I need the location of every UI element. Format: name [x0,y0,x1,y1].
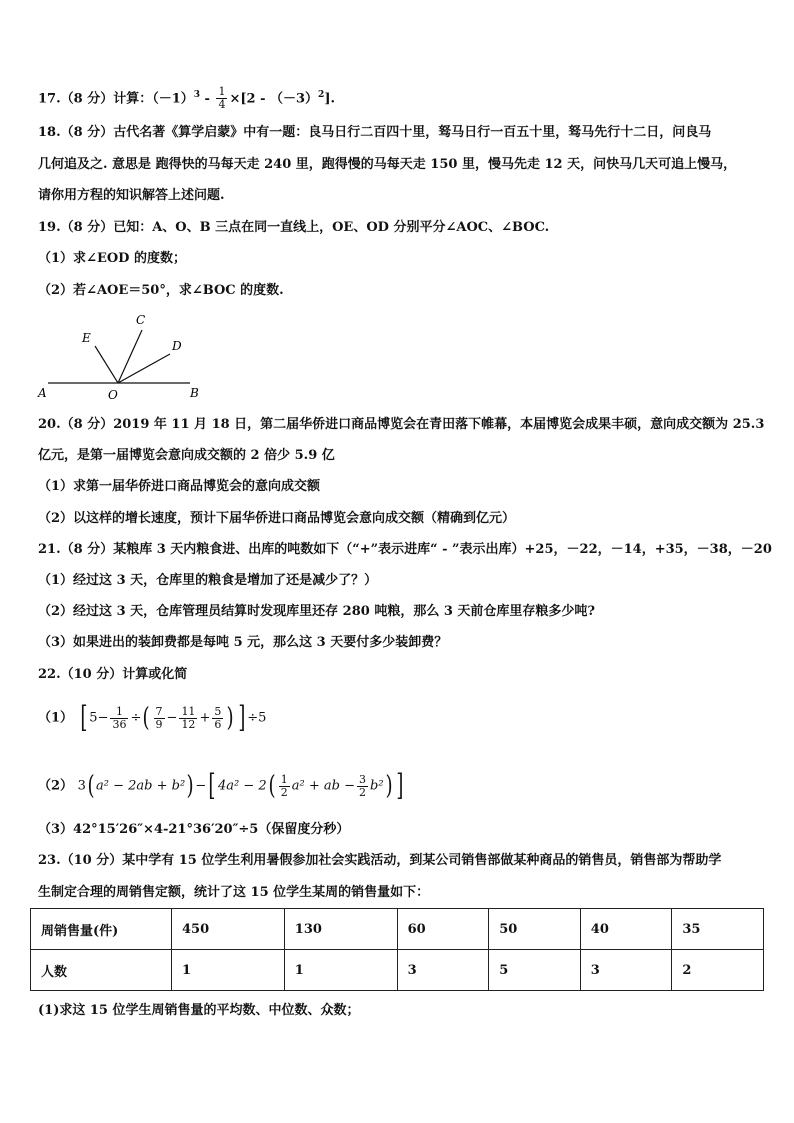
question-18-line1: 18.（8 分）古代名著《算学启蒙》中有一题：良马日行二百四十里，驽马日行一百五十里，驽马先行十二日，问良马 [38,125,712,140]
question-17 [38,86,335,111]
question-22-part2 [38,770,405,802]
q22-p1-frac1-den: 36 [112,717,127,731]
question-23-line2: 生制定合理的周销售定额，统计了这 15 位学生某周的销售量如下： [38,885,430,900]
q22-p1-frac3 [179,706,197,731]
question-23-line1: 23.（10 分）某中学有 15 位学生利用暑假参加社会实践活动，到某公司销售部做某种商品的销售员，销售部为帮助学 [38,853,722,868]
question-22-title: 22.（10 分）计算或化简 [38,667,188,682]
left-square-bracket: [ [208,768,216,803]
left-paren: ( [268,771,276,801]
question-20-part1: （1）求第一届华侨进口商品博览会的意向成交额 [38,479,321,494]
q22-p1-div: ÷ [130,710,142,726]
table-cell: 5 [489,950,581,991]
question-18-line3: 请你用方程的知识解答上述问题. [38,188,225,203]
q22-p1-minus: − [166,710,178,726]
question-19-part2: （2）若∠AOE＝50°，求∠BOC 的度数. [38,283,284,298]
q22-p2-label: （2） [38,778,74,794]
question-19-line1: 19.（8 分）已知：A、O、B 三点在同一直线上，OE、OD 分别平分∠AOC、∠BOC. [38,220,550,235]
angle-figure [30,308,220,404]
q22-p2-three-halves-den: 2 [359,785,366,799]
left-paren: ( [87,771,95,801]
question-21-part1: （1）经过这 3 天，仓库里的粮食是增加了还是减少了？） [38,573,378,588]
q22-p1-label: （1） [38,710,74,726]
q22-p2-mid: a² + ab − [291,778,355,794]
table-cell: 50 [489,909,581,950]
table-cell: 3 [397,950,489,991]
table-cell: 35 [672,909,764,950]
table-header-sales: 周销售量(件) [31,909,172,950]
question-22-part1 [38,702,266,734]
table-row [31,950,764,991]
question-22-part3: （3）42°15′26″×4-21°36′20″÷5（保留度分秒） [38,822,350,837]
table-cell: 40 [580,909,672,950]
q22-p1-frac4-num: 5 [214,704,222,718]
q22-p2-three-halves-num: 3 [359,772,366,786]
question-20-line2: 亿元，是第一届博览会意向成交额的 2 倍少 5.9 亿 [38,448,335,463]
q22-p2-three-halves [357,774,368,799]
q22-p2-b: 4a² − 2 [217,778,267,794]
q22-p1-frac1-num: 1 [110,706,128,719]
q22-p1-frac3-den: 12 [181,717,196,731]
table-cell: 3 [580,950,672,991]
q22-p1-frac4-den: 6 [214,717,222,731]
question-18-line2: 几何追及之. 意思是 跑得快的马每天走 240 里，跑得慢的马每天走 150 里，慢马先走 12 天，问快马几天可追上慢马， [38,157,737,172]
table-cell: 60 [397,909,489,950]
q22-p2-minus: − [195,778,207,794]
q17-fraction [216,86,227,111]
q22-p2-half-num: 1 [280,772,288,786]
right-paren: ) [226,703,234,733]
q22-p2-inner1: a² − 2ab + b² [96,778,186,794]
question-21-part2: （2）经过这 3 天，仓库管理员结算时发现库里还存 280 吨粮，那么 3 天前仓库里存粮多少吨? [38,604,596,619]
sales-table [30,908,764,991]
label-d: D [172,339,182,353]
ray-od [118,354,170,383]
q17-end: ]. [324,91,335,107]
right-square-bracket: ] [237,700,245,735]
q17-power2: 2 [318,90,325,100]
q17-minus: - [200,91,215,107]
q17-frac-num: 1 [218,85,226,99]
question-23-part1: (1)求这 15 位学生周销售量的平均数、中位数、众数； [38,1003,360,1018]
q22-p1-frac1 [110,706,128,731]
table-cell: 1 [284,950,397,991]
table-header-count: 人数 [31,950,172,991]
question-19-part1: （1）求∠EOD 的度数； [38,251,186,266]
q22-p2-half [279,774,290,799]
q17-suffix: ×[2 - （－3） [229,91,319,107]
question-21-part3: （3）如果进出的装卸费都是每吨 5 元，那么这 3 天要付多少装卸费？ [38,635,448,650]
q22-p1-frac2 [154,706,165,731]
left-square-bracket: [ [79,700,87,735]
left-paren: ( [142,703,151,733]
q22-p2-half-den: 2 [280,785,288,799]
q17-prefix: 17.（8 分）计算：（－1） [38,91,194,107]
right-paren: ) [186,771,194,801]
q17-power: 3 [193,90,200,100]
question-20-line1: 20.（8 分）2019 年 11 月 18 日，第二届华侨进口商品博览会在青田落下帷幕，本届博览会成果丰硕，意向成交额为 25.3 [38,417,765,432]
question-20-part2: （2）以这样的增长速度，预计下届华侨进口商品博览会意向成交额（精确到亿元） [38,511,516,526]
ray-oe [95,346,118,383]
q22-p1-a: 5− [89,710,109,726]
label-o: O [108,388,118,402]
q22-p1-tail: ÷5 [247,710,267,726]
q17-frac-den: 4 [218,98,226,112]
label-b: B [190,386,199,400]
right-paren: ) [385,771,393,801]
question-21-line1: 21.（8 分）某粮库 3 天内粮食进、出库的吨数如下（“+”表示进库“ - ”表示出库）+25，－22，－14，+35，－38，－20 [38,542,772,557]
label-e: E [82,331,91,345]
q22-p1-frac2-den: 9 [155,717,163,731]
table-cell: 2 [672,950,764,991]
q22-p2-end: b² [370,778,384,794]
q22-p1-frac2-num: 7 [155,704,163,718]
table-cell: 450 [172,909,285,950]
q22-p1-frac3-num: 11 [181,704,196,718]
q22-p1-plus: + [199,710,211,726]
right-square-bracket: ] [396,768,404,803]
ray-oc [118,330,142,383]
label-a: A [38,386,47,400]
q22-p1-frac4 [212,706,223,731]
table-row [31,909,764,950]
q22-p2-a: 3 [77,778,86,794]
table-cell: 130 [284,909,397,950]
label-c: C [136,313,146,327]
table-cell: 1 [172,950,285,991]
